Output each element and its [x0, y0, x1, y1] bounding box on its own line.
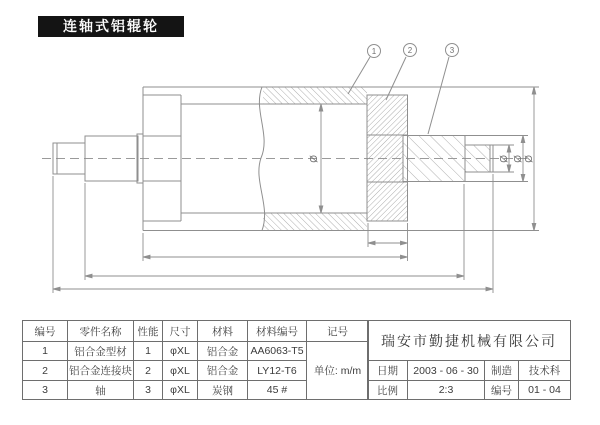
connector-block-lower-hatch: [367, 182, 408, 221]
shaft-end-diameter-symbol: Ø: [497, 155, 508, 163]
flange-diameter-symbol: Ø: [511, 155, 522, 163]
col-header-number: 编号: [23, 321, 68, 342]
col-header-material: 材料: [198, 321, 248, 342]
scale-label: 比例: [368, 381, 408, 400]
col-header-property: 性能: [134, 321, 163, 342]
cell-property: 1: [134, 342, 163, 361]
cell-part-name: 铝合金型材: [68, 342, 134, 361]
maker-value: 技术科: [519, 361, 571, 381]
cell-material: 炭钢: [198, 381, 248, 400]
maker-label: 制造: [485, 361, 519, 381]
balloon-1-label: 1: [371, 47, 377, 56]
number-value: 01 - 04: [519, 381, 571, 400]
cell-property: 2: [134, 361, 163, 381]
cell-part-name: 轴: [68, 381, 134, 400]
drawing-title: 连轴式铝辊轮: [63, 18, 159, 34]
col-header-mark: 记号: [307, 321, 369, 342]
cell-size: φXL: [163, 342, 198, 361]
date-label: 日期: [368, 361, 408, 381]
cell-material: 铝合金: [198, 342, 248, 361]
technical-drawing: [0, 40, 600, 310]
col-header-size: 尺寸: [163, 321, 198, 342]
balloon-2-label: 2: [407, 46, 413, 55]
balloon-3-label: 3: [449, 46, 455, 55]
dimension-lines: [53, 87, 536, 291]
outer-diameter-symbol: Ø: [522, 155, 533, 163]
cell-size: φXL: [163, 381, 198, 400]
parts-header-row: [23, 321, 369, 342]
cell-material-no: LY12-T6: [248, 361, 307, 381]
inner-diameter-symbol: Ø: [307, 155, 318, 163]
table-row: [23, 342, 369, 361]
number-label: 编号: [485, 381, 519, 400]
company-row: [368, 321, 571, 361]
cell-part-name: 铝合金连接块: [68, 361, 134, 381]
tube-wall-top-hatch: [263, 88, 367, 105]
unit-note: 单位: m/m: [307, 342, 369, 400]
cell-no: 2: [23, 361, 68, 381]
title-block-table: [367, 320, 571, 400]
parts-table: [22, 320, 369, 400]
connector-block-upper-hatch: [367, 95, 408, 135]
col-header-material-no: 材料编号: [248, 321, 307, 342]
col-header-part-name: 零件名称: [68, 321, 134, 342]
drawing-title-badge: [38, 16, 184, 37]
tube-wall-bottom-hatch: [263, 213, 367, 231]
cell-material: 铝合金: [198, 361, 248, 381]
date-value: 2003 - 06 - 30: [408, 361, 485, 381]
cell-no: 1: [23, 342, 68, 361]
date-row: [368, 361, 571, 381]
scale-value: 2:3: [408, 381, 485, 400]
scale-row: [368, 381, 571, 400]
company-name: 瑞安市勤捷机械有限公司: [368, 321, 571, 361]
title-block-area: [0, 318, 600, 408]
cell-size: φXL: [163, 361, 198, 381]
cell-material-no: 45 #: [248, 381, 307, 400]
cell-no: 3: [23, 381, 68, 400]
cell-property: 3: [134, 381, 163, 400]
cell-material-no: AA6063-T5: [248, 342, 307, 361]
